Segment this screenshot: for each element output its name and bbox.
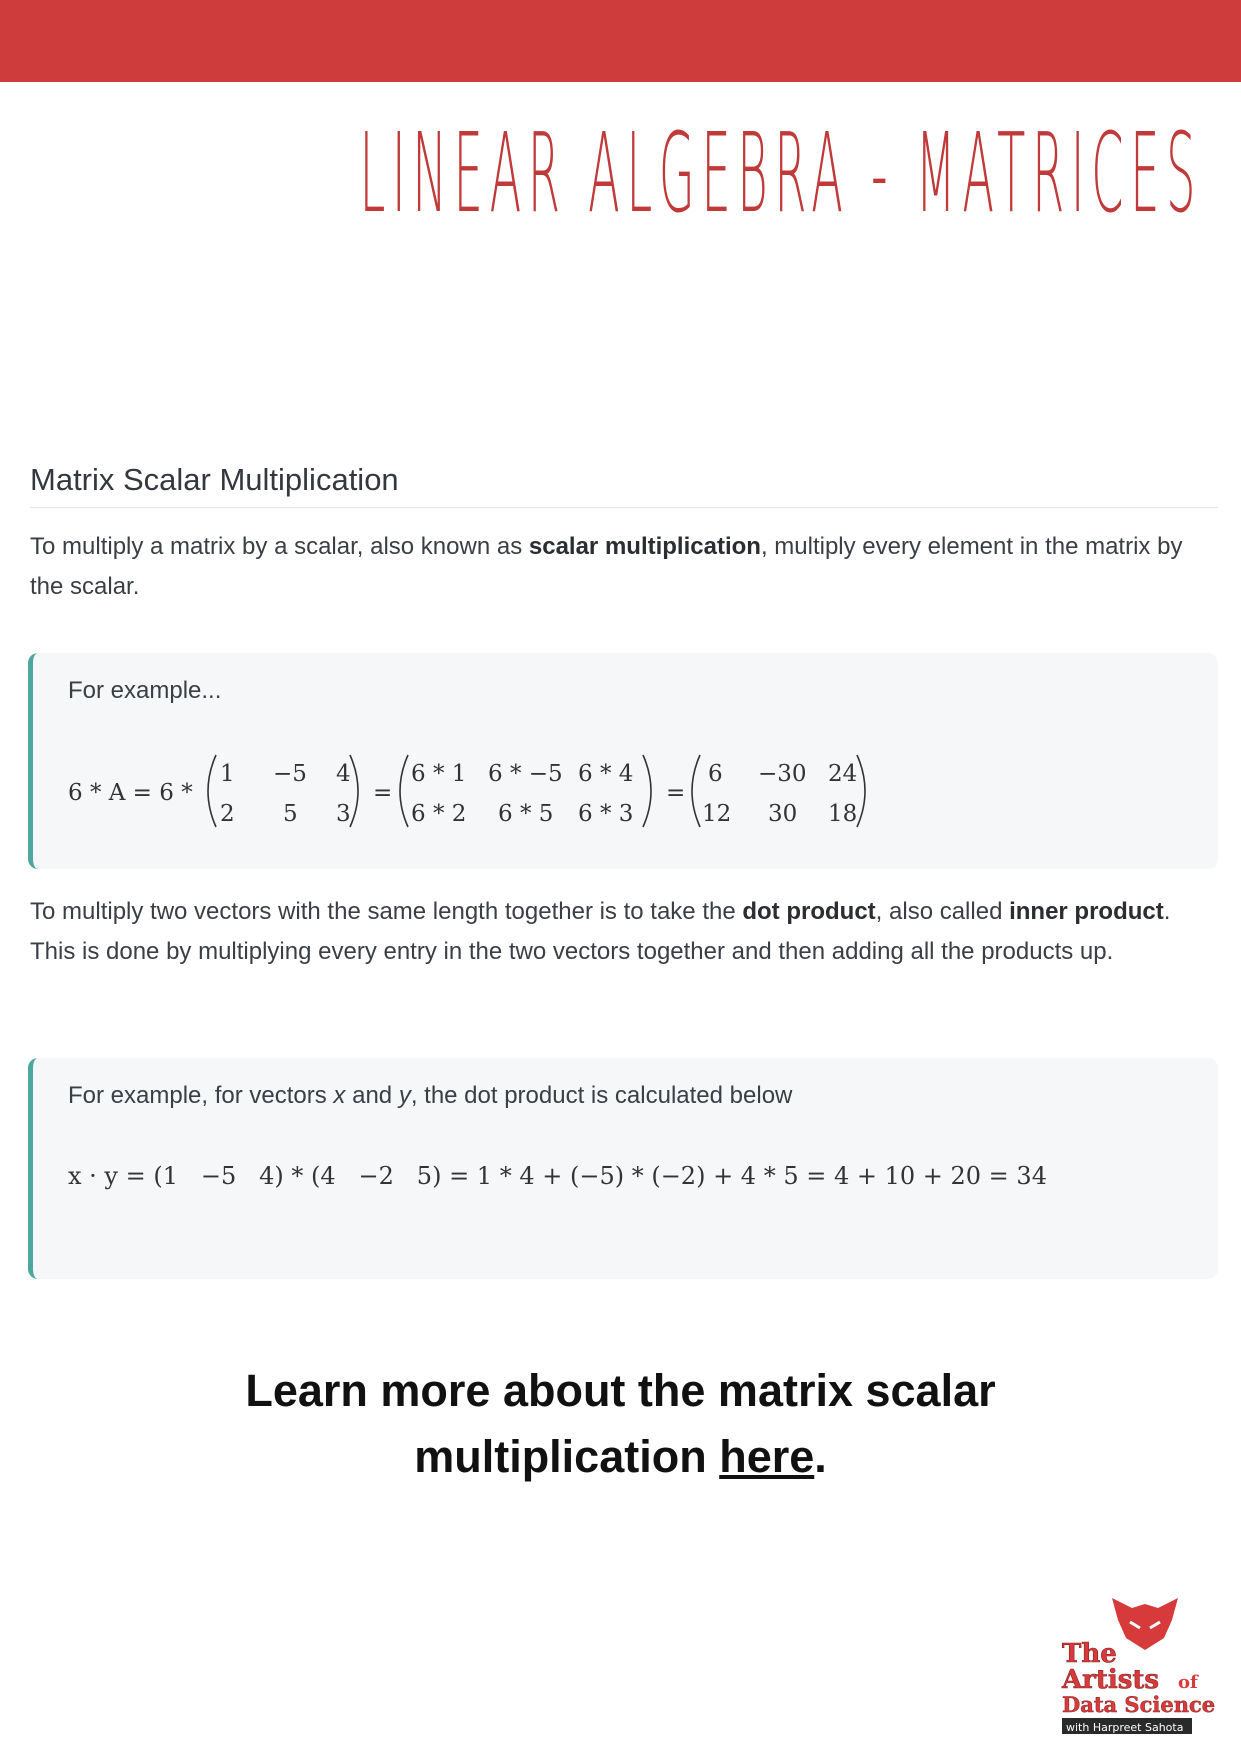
fox-icon: [1112, 1598, 1178, 1650]
label-part: For example, for vectors: [68, 1082, 334, 1109]
matrix-c-cell: 12: [702, 801, 732, 827]
matrix-c-cell: 30: [768, 801, 798, 827]
dot-text-1: To multiply two vectors with the same length together is to take the: [30, 898, 743, 925]
matrix-b-cell: 6 * 4: [578, 761, 634, 787]
equals-sign: =: [373, 780, 393, 806]
scalar-formula: [68, 751, 1188, 831]
dot-formula: x · y = (1 −5 4) * (4 −2 5) = 1 * 4 + (−5) * (−2) + 4 * 5 = 4 + 10 + 20 = 34: [68, 1162, 1047, 1190]
label-part: and: [345, 1082, 399, 1109]
matrix-a-cell: 1: [220, 761, 235, 787]
learn-more-period: .: [814, 1431, 827, 1482]
label-part: , the dot product is calculated below: [410, 1082, 793, 1109]
paren-left-c: [692, 755, 700, 827]
dot-product-paragraph: [30, 892, 1210, 972]
artists-of-data-science-logo: [1060, 1590, 1230, 1740]
example-label: For example...: [68, 677, 222, 704]
matrix-a-cell: 4: [336, 761, 351, 787]
logo-of: of: [1178, 1672, 1198, 1693]
logo-data-science: Data Science: [1062, 1692, 1216, 1717]
scalar-formula-svg: [68, 751, 1188, 831]
matrix-b-cell: 6 * 5: [498, 801, 554, 827]
top-banner: [0, 0, 1241, 82]
matrix-b-cell: 6 * 2: [411, 801, 467, 827]
matrix-c-cell: 24: [828, 761, 858, 787]
var-y: y: [398, 1082, 411, 1109]
heading-divider: [30, 507, 1218, 508]
example-box-scalar: [28, 653, 1218, 869]
intro-text-2: , multiply every element in the matrix by the scalar.: [30, 533, 1183, 600]
matrix-c-cell: −30: [758, 761, 807, 787]
paren-left-b: [400, 755, 408, 827]
dot-bold-1: dot product: [742, 898, 876, 925]
here-link[interactable]: here: [719, 1431, 815, 1482]
var-x: x: [333, 1082, 346, 1109]
intro-bold: scalar multiplication: [528, 533, 761, 560]
dot-text-3: . This is done by multiplying every entry in the two vectors together and then adding all the products up.: [30, 898, 1171, 965]
matrix-c-cell: 6: [708, 761, 723, 787]
paren-left-a: [208, 755, 216, 827]
equals-sign: =: [666, 780, 686, 806]
matrix-a-cell: 2: [220, 801, 235, 827]
learn-more-line1: Learn more about the matrix scalar: [245, 1365, 996, 1416]
dot-bold-2: inner product: [1009, 898, 1164, 925]
matrix-a-cell: −5: [273, 761, 307, 787]
logo-byline: with Harpreet Sahota: [1066, 1721, 1184, 1734]
matrix-a-cell: 5: [283, 801, 298, 827]
page-title: LINEAR ALGEBRA - MATRICES: [359, 109, 1203, 237]
matrix-b-cell: 6 * 1: [411, 761, 467, 787]
logo-artists: Artists: [1062, 1665, 1160, 1695]
example-box-dot: [28, 1058, 1218, 1279]
paren-right-b: [643, 755, 651, 827]
learn-more-text: multiplication: [414, 1431, 720, 1482]
paren-right-c: [857, 755, 865, 827]
matrix-c-cell: 18: [828, 801, 858, 827]
example-label-dot: [68, 1082, 792, 1110]
logo-the: The: [1062, 1639, 1117, 1669]
learn-more: [0, 1358, 1241, 1490]
learn-more-line2: [0, 1424, 1241, 1490]
dot-text-2: , also called: [875, 898, 1010, 925]
matrix-a-cell: 3: [336, 801, 351, 827]
section-heading: Matrix Scalar Multiplication: [30, 462, 399, 497]
matrix-b-cell: 6 * 3: [578, 801, 634, 827]
paren-right-a: [350, 755, 358, 827]
intro-text-1: To multiply a matrix by a scalar, also known as: [30, 533, 529, 560]
matrix-b-cell: 6 * −5: [488, 761, 563, 787]
intro-paragraph: [30, 527, 1210, 607]
formula-lhs: 6 * A = 6 *: [68, 780, 193, 806]
